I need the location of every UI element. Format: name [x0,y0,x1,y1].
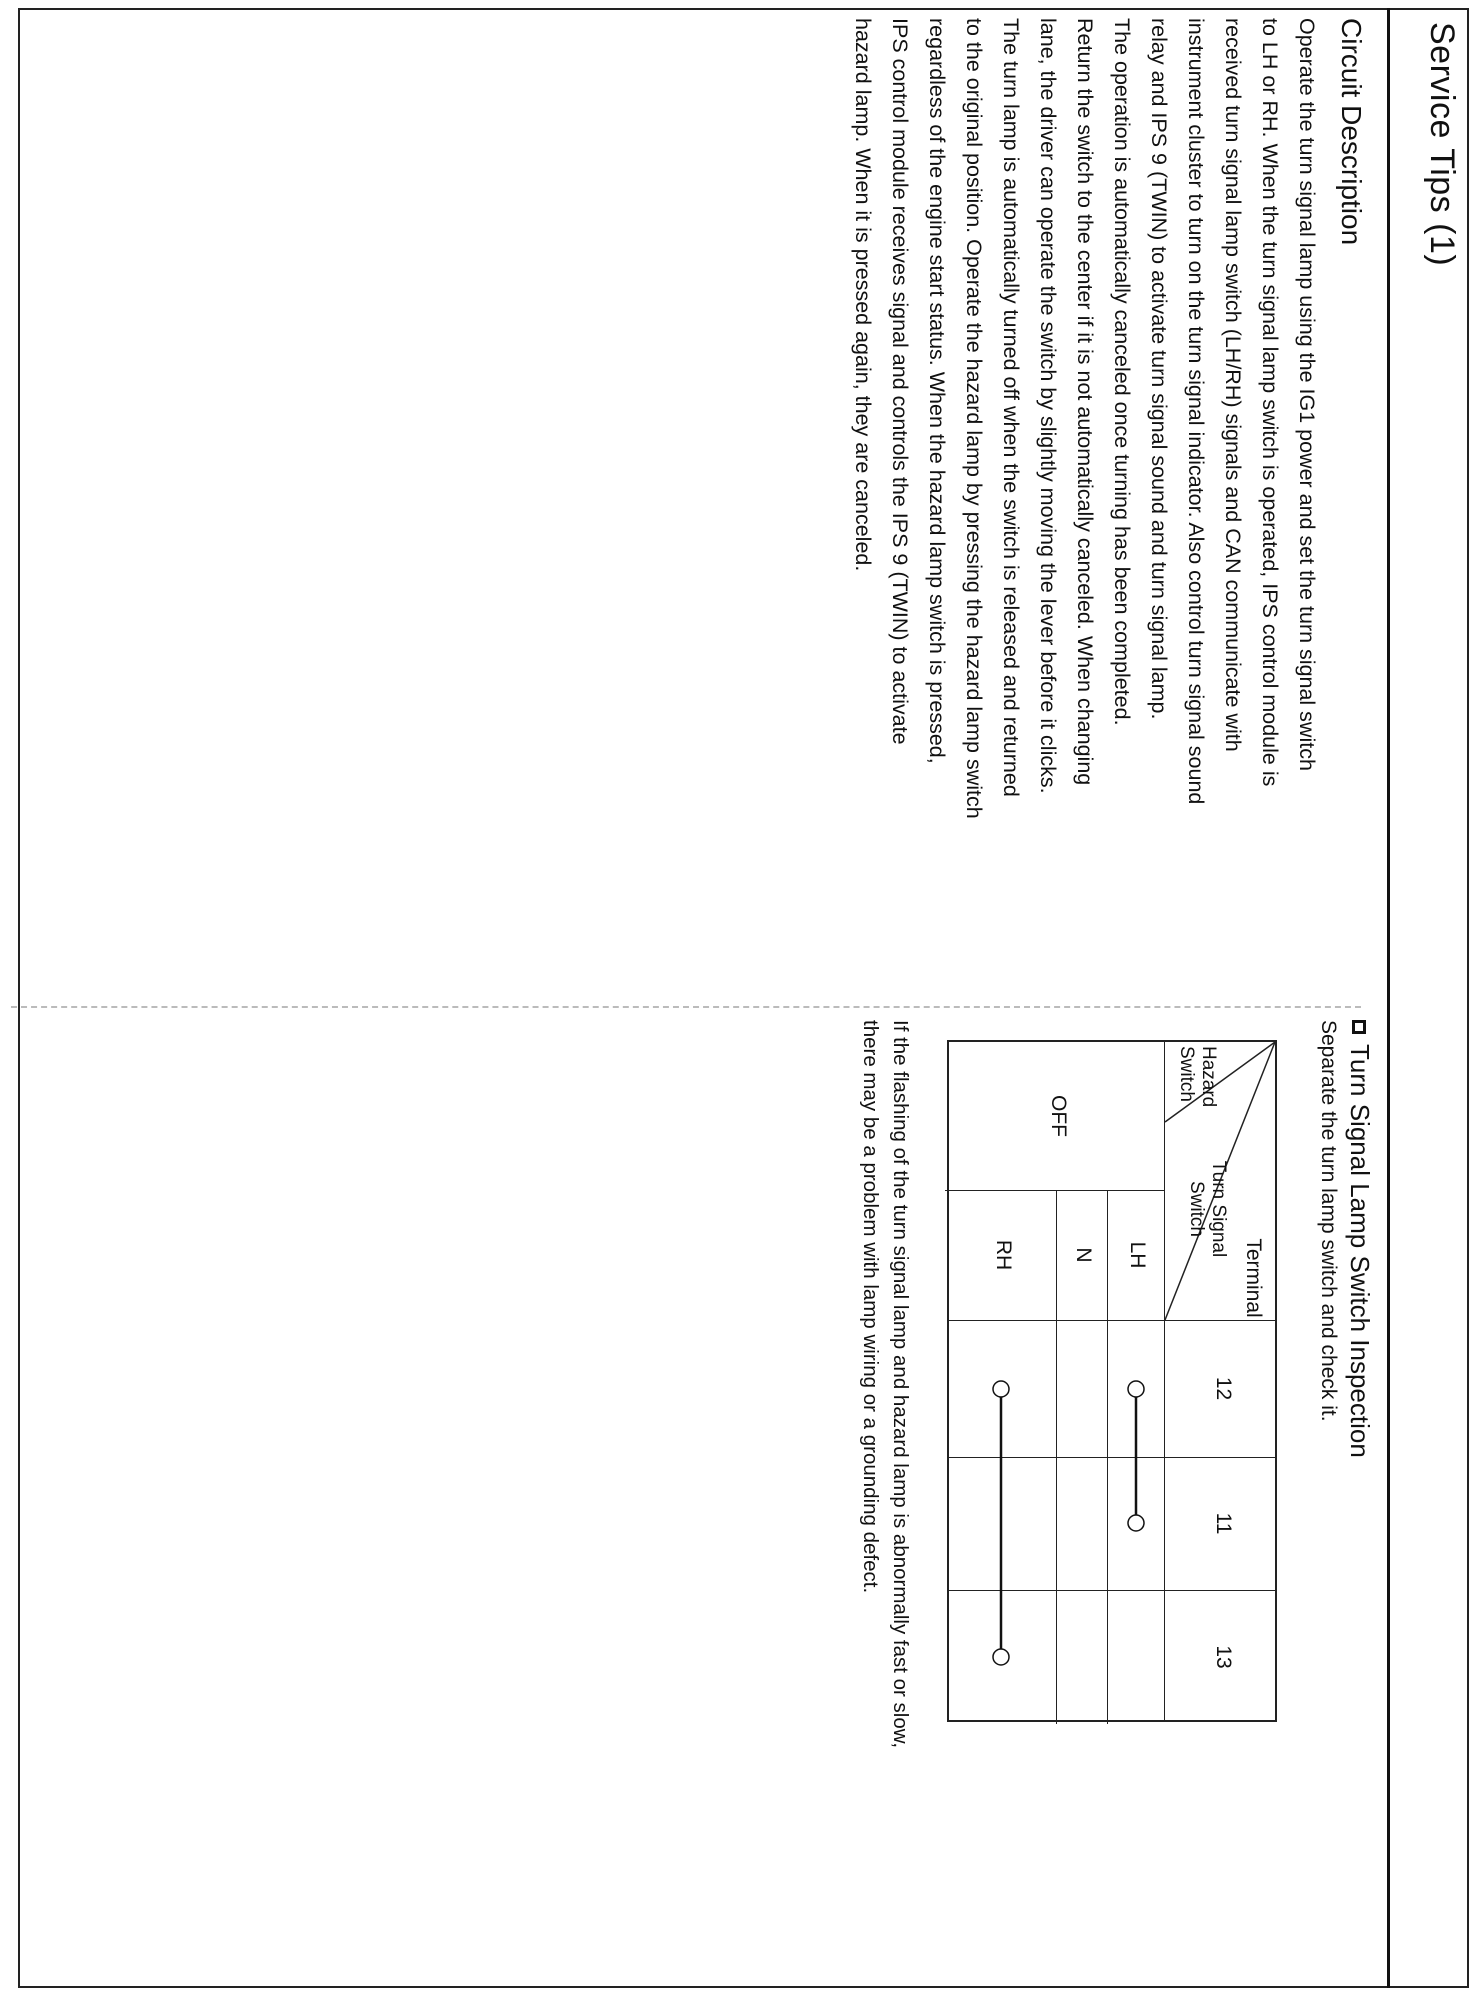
description-line: Return the switch to the center if it is not automatically canceled. When changing [1073,18,1097,786]
description-line: hazard lamp. When it is pressed again, they are canceled. [851,18,875,572]
square-bullet-icon [1353,1020,1367,1034]
terminal-11-header: 11 [1212,1512,1235,1535]
lh-continuity-12-11 [1128,1381,1144,1531]
inspection-heading-text: Turn Signal Lamp Switch Inspection [1345,1044,1375,1458]
hazard-off-label: OFF [1047,1095,1070,1137]
turn-lh-label: LH [1126,1241,1149,1269]
circuit-description-heading: Circuit Description [1336,18,1367,246]
turn-rh-label: RH [992,1239,1015,1271]
description-line: lane, the driver can operate the switch by slightly moving the lever before it clicks. [1036,18,1060,794]
switch-continuity-table [947,1040,1277,1722]
description-line: to the original position. Operate the hazard lamp by pressing the hazard lamp switch [962,18,986,819]
continuity-marks [945,1042,1275,1724]
description-line: to LH or RH. When the turn signal lamp switch is operated, IPS control module is [1258,18,1282,787]
corner-hazard-label: Hazard Switch [1176,1046,1219,1108]
description-line: relay and IPS 9 (TWIN) to activate turn signal sound and turn signal lamp. [1147,18,1171,720]
corner-terminal-label: Terminal [1242,1238,1265,1318]
description-line: The turn lamp is automatically turned off when the switch is released and returned [999,18,1023,797]
footnote-line: there may be a problem with lamp wiring or a grounding defect. [859,1020,882,1594]
description-line: received turn signal lamp switch (LH/RH) signals and CAN communicate with [1221,18,1245,752]
description-line: instrument cluster to turn on the turn signal indicator. Also control turn signal sound [1184,18,1208,805]
description-line: IPS control module receives signal and controls the IPS 9 (TWIN) to activate [888,18,912,745]
description-line: The operation is automatically canceled once turning has been completed. [1110,18,1134,726]
inspection-subheading: Separate the turn lamp switch and check it. [1317,1020,1340,1422]
corner-turn-signal-label: Turn Signal Switch [1186,1160,1229,1258]
header-bar [1387,8,1469,1988]
inspection-footnote [855,1020,915,1980]
footnote-line: If the flashing of the turn signal lamp and hazard lamp is abnormally fast or slow, [889,1020,912,1749]
terminal-12-header: 12 [1212,1376,1235,1401]
description-line: Operate the turn signal lamp using the IG1 power and set the turn signal switch [1295,18,1319,771]
page-title: Service Tips (1) [1423,22,1461,267]
circuit-description-section [844,18,1367,998]
terminal-13-header: 13 [1212,1645,1235,1669]
rh-continuity-12-13 [993,1381,1009,1665]
column-divider [11,1006,1361,1008]
inspection-section [859,1020,1375,1980]
description-line: regardless of the engine start status. When the hazard lamp switch is pressed, [925,18,949,764]
inspection-heading [1344,1020,1375,1980]
turn-n-label: N [1072,1247,1095,1263]
